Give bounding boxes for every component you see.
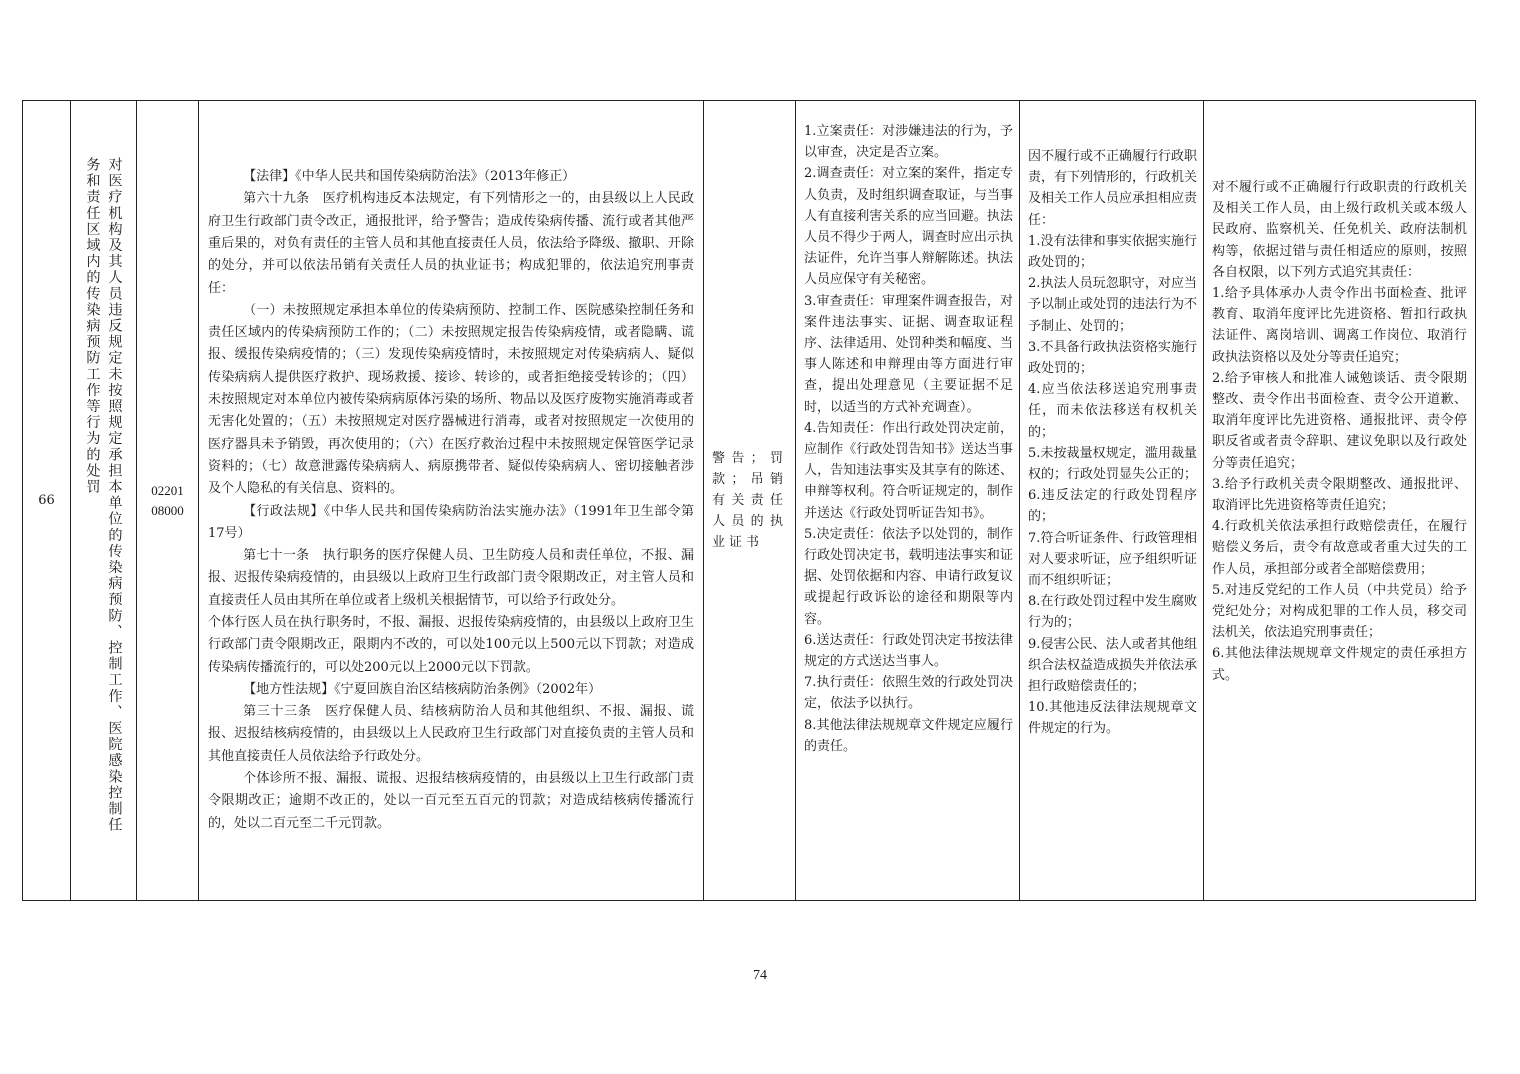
accountability-case-item: 因不履行或不正确履行行政职责，有下列情形的，行政机关及相关工作人员应承担相应责任： (1028, 149, 1198, 228)
accountability-method-item: 5.对违反党纪的工作人员（中共党员）给予党纪处分；对构成犯罪的工作人员，移交司法机关，依法追究刑事责任； (1212, 582, 1467, 641)
responsibility-item: 3.审查责任：审理案件调查报告，对案件违法事实、证据、调查取证程序、法律适用、处罚种类和幅度、当事人陈述和申辩理由等方面进行审查，提出处理意见（主要证据不足时，以适当的方式补充调查）。 (804, 293, 1013, 415)
legal-basis-paragraph: （一）未按照规定承担本单位的传染病预防、控制工作、医院感染控制任务和责任区域内的传染病预防工作的；（二）未按照规定报告传染病疫情，或者隐瞒、谎报、缓报传染病疫情的；（三）发现传染病疫情时，未按照规定对传染病病人、疑似传染病病人提供医疗救护、现场救援、接诊、转诊的，或者拒绝接受转诊的；（四）未按照规定对本单位内被传染病病原体污染的场所、物品以及医疗废物实施消毒或者无害化处置的；（五）未按照规定对医疗器械进行消毒，或者对按照规定一次使用的医疗器具未予销毁，再次使用的；（六）在医疗救治过程中未按照规定保管医学记录资料的；（七）故意泄露传染病病人、病原携带者、疑似传染病病人、密切接触者涉及个人隐私的有关信息、资料的。 (208, 302, 694, 497)
accountability-cases (1020, 101, 1204, 901)
accountability-method-item: 2.给予审核人和批准人诫勉谈话、责令限期整改、责令作出书面检查、责令公开道歉、取消年度评比先进资格、通报批评、责令停职反省或者责令辞职、建议免职以及行政处分等责任追究； (1212, 370, 1467, 471)
power-list-table (22, 100, 1476, 901)
legal-basis-text (208, 166, 694, 835)
responsibility-item: 8.其他法律法规规章文件规定应履行的责任。 (804, 717, 1013, 754)
legal-basis-paragraph: 【行政法规】《中华人民共和国传染病防治法实施办法》（1991年卫生部令第17号） (208, 503, 694, 541)
accountability-methods (1204, 101, 1476, 901)
accountability-case-item: 9.侵害公民、法人或者其他组织合法权益造成损失并依法承担行政赔偿责任的； (1028, 636, 1198, 695)
legal-basis-paragraph: 个体诊所不报、漏报、谎报、迟报结核病疫情的，由县级以上卫生行政部门责令限期改正；逾期不改正的，处以一百元至五百元的罚款；对造成结核病传播流行的，处以二百元至二千元罚款。 (208, 771, 694, 831)
responsibility-item: 7.执行责任：依照生效的行政处罚决定，依法予以执行。 (804, 675, 1013, 712)
accountability-method-item: 4.行政机关依法承担行政赔偿责任，在履行赔偿义务后，责令有故意或者重大过失的工作人员，承担部分或者全部赔偿费用； (1212, 519, 1467, 577)
responsibility-item: 2.调查责任：对立案的案件，指定专人负责，及时组织调查取证，与当事人有直接利害关系的应当回避。执法人员不得少于两人，调查时应出示执法证件，允许当事人辩解陈述。执法人员应保守有关秘密。 (804, 166, 1013, 288)
accountability-case-item: 7.符合听证条件、行政管理相对人要求听证，应予组织听证而不组织听证； (1028, 530, 1198, 589)
legal-basis-paragraph: 第三十三条 医疗保健人员、结核病防治人员和其他组织、不报、漏报、谎报、迟报结核病疫情的，由县级以上人民政府卫生行政部门对直接负责的主管人员和其他直接责任人员依法给予行政处分。 (208, 704, 694, 764)
page-number: 74 (753, 968, 767, 983)
legal-basis-paragraph: 第六十九条 医疗机构违反本法规定，有下列情形之一的，由县级以上人民政府卫生行政部门责令改正，通报批评，给予警告；造成传染病传播、流行或者其他严重后果的，对负有责任的主管人员和其他直接责任人员，依法给予降级、撤职、开除的处分，并可以依法吊销有关责任人员的执业证书；构成犯罪的，依法追究刑事责任： (208, 191, 694, 296)
row-number: 66 (23, 101, 71, 901)
accountability-method-item: 对不履行或不正确履行行政职责的行政机关及相关工作人员，由上级行政机关或本级人民政府、监察机关、任免机关、政府法制机构等，依据过错与责任相适应的原则，按照各自权限，以下列方式追究其责任： (1212, 180, 1467, 280)
item-code: 02201 08000 (137, 101, 199, 901)
item-name: 对医疗机构及其人员违反规定未按照规定承担本单位的传染病预防、控制工作、医院感染控制任务和责任区域内的传染病预防工作等行为的处罚 (84, 156, 123, 833)
responsibility-list (796, 101, 1020, 901)
responsibility-item: 6.送达责任：行政处罚决定书按法律规定的方式送达当事人。 (804, 632, 1013, 670)
accountability-case-item: 3.不具备行政执法资格实施行政处罚的； (1028, 339, 1197, 377)
legal-basis-paragraph: 【法律】《中华人民共和国传染病防治法》（2013年修正） (243, 169, 576, 185)
accountability-method-item: 1.给予具体承办人责令作出书面检查、批评教育、取消年度评比先进资格、暂扣行政执法证件、离岗培训、调离工作岗位、取消行政执法资格以及处分等责任追究； (1212, 286, 1467, 365)
legal-basis (199, 101, 704, 901)
accountability-case-item: 1.没有法律和事实依据实施行政处罚的； (1028, 233, 1197, 271)
accountability-case-item: 2.执法人员玩忽职守，对应当予以制止或处罚的违法行为不予制止、处罚的； (1028, 276, 1198, 334)
legal-basis-paragraph: 【地方性法规】《宁夏回族自治区结核病防治条例》（2002年） (243, 681, 602, 697)
accountability-case-item: 6.违反法定的行政处罚程序的； (1028, 488, 1197, 525)
accountability-method-item: 6.其他法律法规规章文件规定的责任承担方式。 (1212, 646, 1467, 683)
responsibility-item: 4.告知责任：作出行政处罚决定前，应制作《行政处罚告知书》送达当事人，告知违法事实及其享有的陈述、申辩等权利。符合听证规定的，制作并送达《行政处罚听证告知书》。 (804, 420, 1013, 521)
accountability-method-item: 3.给予行政机关责令限期整改、通报批评、取消评比先进资格等责任追究； (1212, 476, 1467, 514)
accountability-case-item: 8.在行政处罚过程中发生腐败行为的； (1028, 594, 1197, 631)
responsibility-item: 5.决定责任：依法予以处罚的，制作行政处罚决定书，载明违法事实和证据、处罚依据和内容、申请行政复议或提起行政诉讼的途径和期限等内容。 (804, 526, 1013, 627)
penalty-type: 警告；罚款；吊销有关责任人员的执业证书 (704, 101, 796, 901)
accountability-case-item: 4.应当依法移送追究刑事责任，而未依法移送有权机关的； (1028, 382, 1197, 440)
legal-basis-paragraph: 个体行医人员在执行职务时，不报、漏报、迟报传染病疫情的，由县级以上政府卫生行政部门责令限期改正，限期内不改的，可以处100元以上500元以下罚款；对造成传染病传播流行的，可以处200元以上2000元以下罚款。 (208, 614, 694, 675)
table-row (23, 101, 1476, 901)
accountability-case-item: 5.未按裁量权规定，滥用裁量权的；行政处罚显失公正的； (1028, 445, 1198, 483)
accountability-case-item: 10.其他违反法律法规规章文件规定的行为。 (1028, 700, 1197, 737)
responsibility-item: 1.立案责任：对涉嫌违法的行为，予以审查，决定是否立案。 (804, 124, 1013, 161)
item-name-cell (71, 101, 137, 901)
legal-basis-paragraph: 第七十一条 执行职务的医疗保健人员、卫生防疫人员和责任单位，不报、漏报、迟报传染病疫情的，由县级以上政府卫生行政部门责令限期改正，对主管人员和直接责任人员由其所在单位或者上级机关根据情节，可以给予行政处分。 (208, 548, 694, 608)
